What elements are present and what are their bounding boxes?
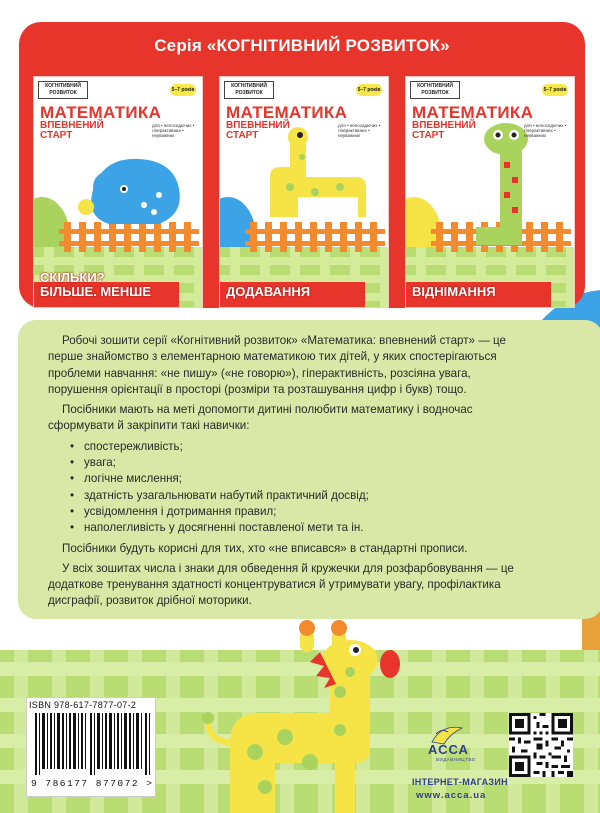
book-for-text: для • непосидючих • гіперактивних • неуважних (338, 123, 381, 138)
description-paragraph-1: Робочі зошити серії «Когнітивний розвиток» «Математика: впевнений старт» — це перше знайомство з елементарною математикою тих дітей, у яких спостерігаються проблеми навчання: «не пишу» («не говорю»), гіперактивність, розсіяна увага, порушення орієнтації в просторі (розміри та розташування цифр і букв) тощо. (48, 334, 506, 396)
skill-item: • логічне мислення; (70, 471, 518, 487)
description-paragraph-4: У всіх зошитах числа і знаки для обведення й кружечки для розфарбовування — це додаткове тренування здатності концентруватися й утримувати увагу, профілактика дисграфії, розвиток дрібної моторики. (48, 561, 514, 608)
skill-item: • наполегливість у досягненні поставленої мети та ін. (70, 520, 518, 536)
book-for-text: для • непосидючих • гіперактивних • неуважних (152, 123, 195, 138)
book-name-line1: ДОДАВАННЯ (226, 284, 311, 299)
description-text (48, 333, 518, 614)
skill-item: • увага; (70, 455, 518, 471)
book-cover-3 (405, 76, 575, 308)
description-paragraph-3: Посібники будуть корисні для тих, хто «не вписався» в стандартні прописи. (62, 541, 468, 555)
book-series-label: КОГНІТИВНИЙ РОЗВИТОК (224, 81, 274, 99)
barcode-number: 9 786177 877072 > (31, 778, 154, 789)
book-age-badge: 5–7 років (170, 84, 196, 96)
book-title: МАТЕМАТИКА (40, 103, 162, 122)
book-name-line2: БІЛЬШЕ. МЕНШЕ (40, 284, 152, 299)
book-name-line1: СКІЛЬКИ? (40, 270, 105, 285)
series-banner (19, 22, 585, 308)
book-for-text: для • непосидючих • гіперактивних • неуважних (524, 123, 567, 138)
skill-item: • усвідомлення і дотримання правил; (70, 504, 518, 520)
isbn-label: ISBN 978-617-7877-07-2 (29, 700, 137, 710)
book-cover-1 (33, 76, 203, 308)
book-cover-2 (219, 76, 389, 308)
description-paragraph-2: Посібники мають на меті допомогти дитині полюбити математику і водночас сформувати й закріпити такі навички: (48, 403, 473, 433)
qr-code-icon (509, 713, 573, 777)
book-name (226, 285, 310, 299)
publisher-name: АССА (428, 742, 469, 757)
book-title: МАТЕМАТИКА (226, 103, 348, 122)
online-shop-label: ІНТЕРНЕТ-МАГАЗИН (412, 777, 508, 787)
skills-list (70, 439, 518, 537)
isbn-barcode-box (26, 697, 156, 797)
book-series-label: КОГНІТИВНИЙ РОЗВИТОК (38, 81, 88, 99)
publisher-subtitle: ВИДАВНИЦТВО (436, 757, 476, 762)
skill-item: • спостережливість; (70, 439, 518, 455)
book-name (412, 285, 496, 299)
book-series-label: КОГНІТИВНИЙ РОЗВИТОК (410, 81, 460, 99)
giraffe-illustration (200, 612, 410, 813)
book-title: МАТЕМАТИКА (412, 103, 534, 122)
barcode-graphic (35, 713, 151, 775)
book-name-line1: ВІДНІМАННЯ (412, 284, 496, 299)
book-age-badge: 5–7 років (356, 84, 382, 96)
publisher-url: www.acca.ua (416, 790, 487, 801)
series-title: Серія «КОГНІТИВНИЙ РОЗВИТОК» (154, 36, 450, 55)
book-subtitle: ВПЕВНЕНИЙ СТАРТ (226, 120, 290, 141)
book-subtitle: ВПЕВНЕНИЙ СТАРТ (40, 120, 104, 141)
skill-item: • здатність узагальнювати набутий практичний досвід; (70, 488, 518, 504)
book-age-badge: 5–7 років (542, 84, 568, 96)
book-subtitle: ВПЕВНЕНИЙ СТАРТ (412, 120, 476, 141)
book-name (40, 271, 151, 299)
